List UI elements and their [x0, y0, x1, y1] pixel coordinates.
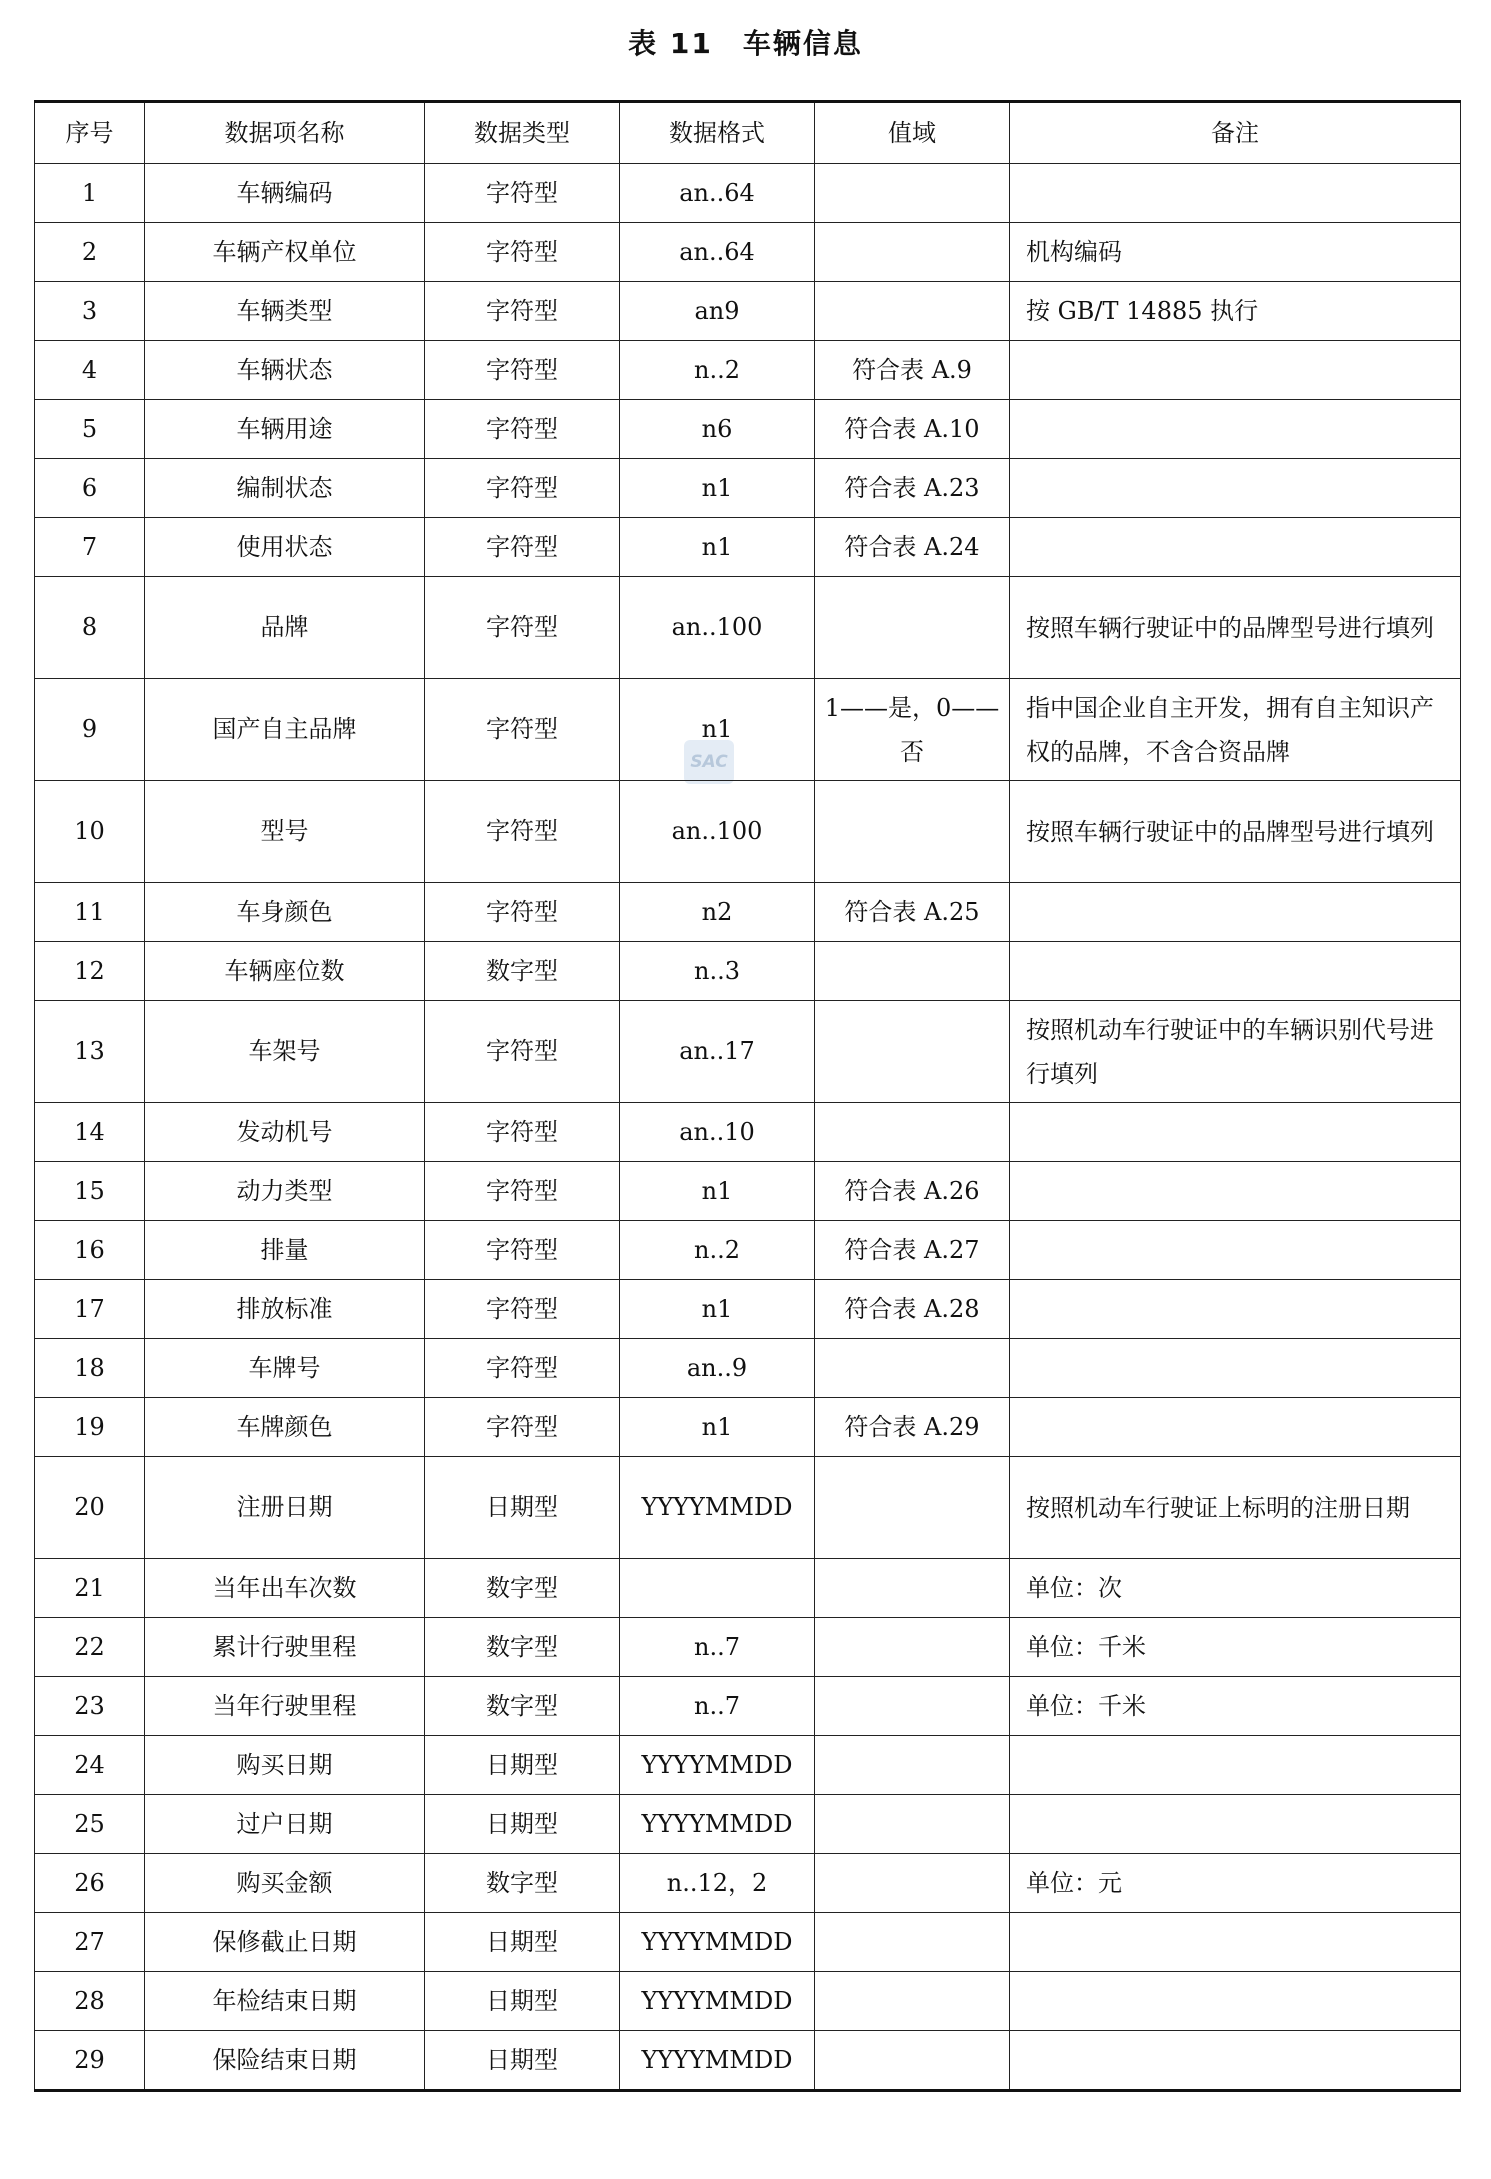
cell-data-type: 字符型 [425, 1103, 620, 1162]
table-row [35, 1854, 1461, 1913]
cell-value-range [815, 1854, 1010, 1913]
cell-seq: 25 [35, 1795, 145, 1854]
table-row [35, 1972, 1461, 2031]
table-row [35, 1736, 1461, 1795]
cell-seq: 15 [35, 1162, 145, 1221]
table-row [35, 883, 1461, 942]
cell-data-type: 字符型 [425, 1280, 620, 1339]
cell-data-type: 字符型 [425, 341, 620, 400]
cell-remarks: 按照车辆行驶证中的品牌型号进行填列 [1010, 577, 1461, 679]
cell-value-range [815, 223, 1010, 282]
cell-data-type: 字符型 [425, 223, 620, 282]
cell-seq: 19 [35, 1398, 145, 1457]
table-row [35, 1001, 1461, 1103]
cell-data-type: 日期型 [425, 1795, 620, 1854]
cell-seq: 10 [35, 781, 145, 883]
table-row [35, 1103, 1461, 1162]
cell-remarks: 单位：千米 [1010, 1618, 1461, 1677]
cell-item-name: 车辆状态 [145, 341, 425, 400]
cell-remarks [1010, 2031, 1461, 2091]
cell-value-range [815, 1559, 1010, 1618]
cell-remarks: 按照车辆行驶证中的品牌型号进行填列 [1010, 781, 1461, 883]
cell-seq: 17 [35, 1280, 145, 1339]
cell-remarks [1010, 942, 1461, 1001]
cell-value-range [815, 577, 1010, 679]
table-title: 表 11 车辆信息 [628, 27, 863, 60]
cell-data-format: n..7 [620, 1677, 815, 1736]
cell-remarks: 按照机动车行驶证上标明的注册日期 [1010, 1457, 1461, 1559]
cell-item-name: 动力类型 [145, 1162, 425, 1221]
cell-item-name: 品牌 [145, 577, 425, 679]
cell-data-format: n1 [620, 459, 815, 518]
table-row [35, 1677, 1461, 1736]
cell-remarks [1010, 883, 1461, 942]
cell-remarks [1010, 1795, 1461, 1854]
cell-seq: 14 [35, 1103, 145, 1162]
cell-data-format: an..64 [620, 223, 815, 282]
cell-remarks [1010, 1972, 1461, 2031]
cell-remarks [1010, 164, 1461, 223]
header-row [35, 102, 1461, 164]
cell-seq: 29 [35, 2031, 145, 2091]
cell-value-range [815, 1457, 1010, 1559]
cell-item-name: 过户日期 [145, 1795, 425, 1854]
cell-data-format: n..3 [620, 942, 815, 1001]
cell-item-name: 排量 [145, 1221, 425, 1280]
cell-seq: 23 [35, 1677, 145, 1736]
cell-seq: 28 [35, 1972, 145, 2031]
cell-seq: 5 [35, 400, 145, 459]
table-row [35, 1457, 1461, 1559]
cell-item-name: 型号 [145, 781, 425, 883]
cell-data-format: n1 [620, 1162, 815, 1221]
header-data-format: 数据格式 [620, 102, 815, 164]
cell-value-range [815, 1972, 1010, 2031]
cell-item-name: 车架号 [145, 1001, 425, 1103]
cell-value-range: 符合表 A.10 [815, 400, 1010, 459]
cell-value-range [815, 1677, 1010, 1736]
cell-data-type: 日期型 [425, 2031, 620, 2091]
cell-remarks [1010, 1221, 1461, 1280]
cell-remarks: 按 GB/T 14885 执行 [1010, 282, 1461, 341]
cell-remarks [1010, 1736, 1461, 1795]
table-row [35, 341, 1461, 400]
table-row [35, 1795, 1461, 1854]
cell-item-name: 车牌颜色 [145, 1398, 425, 1457]
sac-watermark-logo: SAC [684, 740, 734, 784]
cell-seq: 4 [35, 341, 145, 400]
cell-data-type: 字符型 [425, 679, 620, 781]
cell-data-type: 字符型 [425, 883, 620, 942]
cell-data-type: 字符型 [425, 1001, 620, 1103]
cell-value-range: 符合表 A.25 [815, 883, 1010, 942]
cell-seq: 9 [35, 679, 145, 781]
header-data-type: 数据类型 [425, 102, 620, 164]
cell-seq: 7 [35, 518, 145, 577]
cell-value-range [815, 2031, 1010, 2091]
table-row [35, 459, 1461, 518]
cell-seq: 1 [35, 164, 145, 223]
table-row [35, 1618, 1461, 1677]
cell-remarks [1010, 459, 1461, 518]
cell-value-range [815, 164, 1010, 223]
cell-value-range: 符合表 A.28 [815, 1280, 1010, 1339]
cell-seq: 21 [35, 1559, 145, 1618]
table-row [35, 400, 1461, 459]
cell-seq: 3 [35, 282, 145, 341]
cell-remarks [1010, 1280, 1461, 1339]
cell-item-name: 购买日期 [145, 1736, 425, 1795]
cell-seq: 13 [35, 1001, 145, 1103]
cell-data-type: 数字型 [425, 942, 620, 1001]
table-row [35, 1559, 1461, 1618]
cell-remarks: 按照机动车行驶证中的车辆识别代号进行填列 [1010, 1001, 1461, 1103]
cell-data-format: n..2 [620, 341, 815, 400]
cell-seq: 20 [35, 1457, 145, 1559]
cell-data-type: 日期型 [425, 1913, 620, 1972]
cell-remarks [1010, 1398, 1461, 1457]
cell-value-range: 符合表 A.26 [815, 1162, 1010, 1221]
cell-data-format [620, 1559, 815, 1618]
cell-data-type: 数字型 [425, 1854, 620, 1913]
cell-item-name: 当年行驶里程 [145, 1677, 425, 1736]
cell-item-name: 累计行驶里程 [145, 1618, 425, 1677]
cell-data-type: 数字型 [425, 1618, 620, 1677]
cell-remarks [1010, 341, 1461, 400]
cell-data-type: 字符型 [425, 577, 620, 679]
cell-data-type: 日期型 [425, 1457, 620, 1559]
cell-data-format: n..7 [620, 1618, 815, 1677]
cell-data-type: 字符型 [425, 1339, 620, 1398]
cell-value-range [815, 1913, 1010, 1972]
cell-data-format: YYYYMMDD [620, 1736, 815, 1795]
cell-data-format: an..9 [620, 1339, 815, 1398]
cell-seq: 24 [35, 1736, 145, 1795]
cell-seq: 16 [35, 1221, 145, 1280]
cell-item-name: 注册日期 [145, 1457, 425, 1559]
cell-data-format: n6 [620, 400, 815, 459]
cell-data-format: YYYYMMDD [620, 1972, 815, 2031]
cell-data-type: 字符型 [425, 282, 620, 341]
cell-seq: 18 [35, 1339, 145, 1398]
cell-item-name: 保修截止日期 [145, 1913, 425, 1972]
cell-seq: 8 [35, 577, 145, 679]
table-row [35, 223, 1461, 282]
cell-item-name: 保险结束日期 [145, 2031, 425, 2091]
cell-data-format: an..10 [620, 1103, 815, 1162]
cell-item-name: 年检结束日期 [145, 1972, 425, 2031]
cell-data-format: an..100 [620, 781, 815, 883]
cell-data-type: 数字型 [425, 1677, 620, 1736]
cell-data-format: n1 [620, 1280, 815, 1339]
cell-value-range [815, 781, 1010, 883]
cell-data-type: 字符型 [425, 781, 620, 883]
table-row [35, 164, 1461, 223]
cell-data-type: 数字型 [425, 1559, 620, 1618]
cell-remarks: 机构编码 [1010, 223, 1461, 282]
cell-data-format: n2 [620, 883, 815, 942]
table-row [35, 1280, 1461, 1339]
cell-item-name: 编制状态 [145, 459, 425, 518]
cell-data-format: an..100 [620, 577, 815, 679]
header-item-name: 数据项名称 [145, 102, 425, 164]
cell-remarks: 指中国企业自主开发，拥有自主知识产权的品牌，不含合资品牌 [1010, 679, 1461, 781]
cell-value-range [815, 1001, 1010, 1103]
cell-item-name: 国产自主品牌 [145, 679, 425, 781]
header-seq: 序号 [35, 102, 145, 164]
cell-value-range: 符合表 A.29 [815, 1398, 1010, 1457]
header-value-range: 值域 [815, 102, 1010, 164]
cell-data-type: 日期型 [425, 1736, 620, 1795]
cell-data-format: n..12，2 [620, 1854, 815, 1913]
cell-seq: 6 [35, 459, 145, 518]
cell-data-type: 字符型 [425, 400, 620, 459]
cell-item-name: 车辆编码 [145, 164, 425, 223]
cell-item-name: 购买金额 [145, 1854, 425, 1913]
vehicle-info-table [34, 100, 1461, 2092]
cell-item-name: 排放标准 [145, 1280, 425, 1339]
cell-data-type: 日期型 [425, 1972, 620, 2031]
cell-data-type: 字符型 [425, 1221, 620, 1280]
cell-value-range [815, 282, 1010, 341]
cell-value-range: 1——是，0——否 [815, 679, 1010, 781]
cell-value-range: 符合表 A.24 [815, 518, 1010, 577]
cell-data-type: 字符型 [425, 518, 620, 577]
table-row [35, 1162, 1461, 1221]
cell-value-range [815, 1339, 1010, 1398]
cell-remarks [1010, 1162, 1461, 1221]
cell-data-format: an..17 [620, 1001, 815, 1103]
cell-item-name: 车辆类型 [145, 282, 425, 341]
cell-data-format: YYYYMMDD [620, 1913, 815, 1972]
cell-remarks: 单位：次 [1010, 1559, 1461, 1618]
cell-remarks [1010, 518, 1461, 577]
table-row [35, 679, 1461, 781]
cell-seq: 26 [35, 1854, 145, 1913]
cell-data-format: an9 [620, 282, 815, 341]
table-row [35, 1221, 1461, 1280]
cell-seq: 12 [35, 942, 145, 1001]
cell-data-format: n1 [620, 1398, 815, 1457]
cell-value-range [815, 1795, 1010, 1854]
cell-data-format: YYYYMMDD [620, 2031, 815, 2091]
cell-data-type: 字符型 [425, 1162, 620, 1221]
table-row [35, 518, 1461, 577]
cell-remarks [1010, 1339, 1461, 1398]
cell-item-name: 车辆用途 [145, 400, 425, 459]
table-row [35, 1339, 1461, 1398]
table-row [35, 942, 1461, 1001]
cell-data-type: 字符型 [425, 164, 620, 223]
table-row [35, 1398, 1461, 1457]
cell-seq: 2 [35, 223, 145, 282]
cell-item-name: 使用状态 [145, 518, 425, 577]
table-row [35, 1913, 1461, 1972]
cell-data-format: n..2 [620, 1221, 815, 1280]
table-row [35, 282, 1461, 341]
cell-seq: 22 [35, 1618, 145, 1677]
cell-data-type: 字符型 [425, 459, 620, 518]
cell-value-range [815, 1736, 1010, 1795]
cell-value-range: 符合表 A.27 [815, 1221, 1010, 1280]
table-body [35, 164, 1461, 2091]
cell-value-range: 符合表 A.9 [815, 341, 1010, 400]
cell-data-type: 字符型 [425, 1398, 620, 1457]
cell-remarks: 单位：千米 [1010, 1677, 1461, 1736]
cell-value-range [815, 1618, 1010, 1677]
cell-value-range [815, 942, 1010, 1001]
cell-remarks: 单位：元 [1010, 1854, 1461, 1913]
cell-seq: 27 [35, 1913, 145, 1972]
cell-item-name: 车身颜色 [145, 883, 425, 942]
cell-data-format: an..64 [620, 164, 815, 223]
cell-remarks [1010, 1913, 1461, 1972]
cell-remarks [1010, 400, 1461, 459]
cell-remarks [1010, 1103, 1461, 1162]
table-row [35, 781, 1461, 883]
header-remarks: 备注 [1010, 102, 1461, 164]
table-row [35, 2031, 1461, 2091]
cell-data-format: n1 [620, 679, 815, 781]
cell-value-range: 符合表 A.23 [815, 459, 1010, 518]
cell-item-name: 车辆座位数 [145, 942, 425, 1001]
cell-item-name: 车辆产权单位 [145, 223, 425, 282]
cell-data-format: YYYYMMDD [620, 1795, 815, 1854]
cell-data-format: n1 [620, 518, 815, 577]
cell-data-format: YYYYMMDD [620, 1457, 815, 1559]
cell-value-range [815, 1103, 1010, 1162]
cell-item-name: 发动机号 [145, 1103, 425, 1162]
cell-item-name: 车牌号 [145, 1339, 425, 1398]
cell-item-name: 当年出车次数 [145, 1559, 425, 1618]
cell-seq: 11 [35, 883, 145, 942]
table-row [35, 577, 1461, 679]
